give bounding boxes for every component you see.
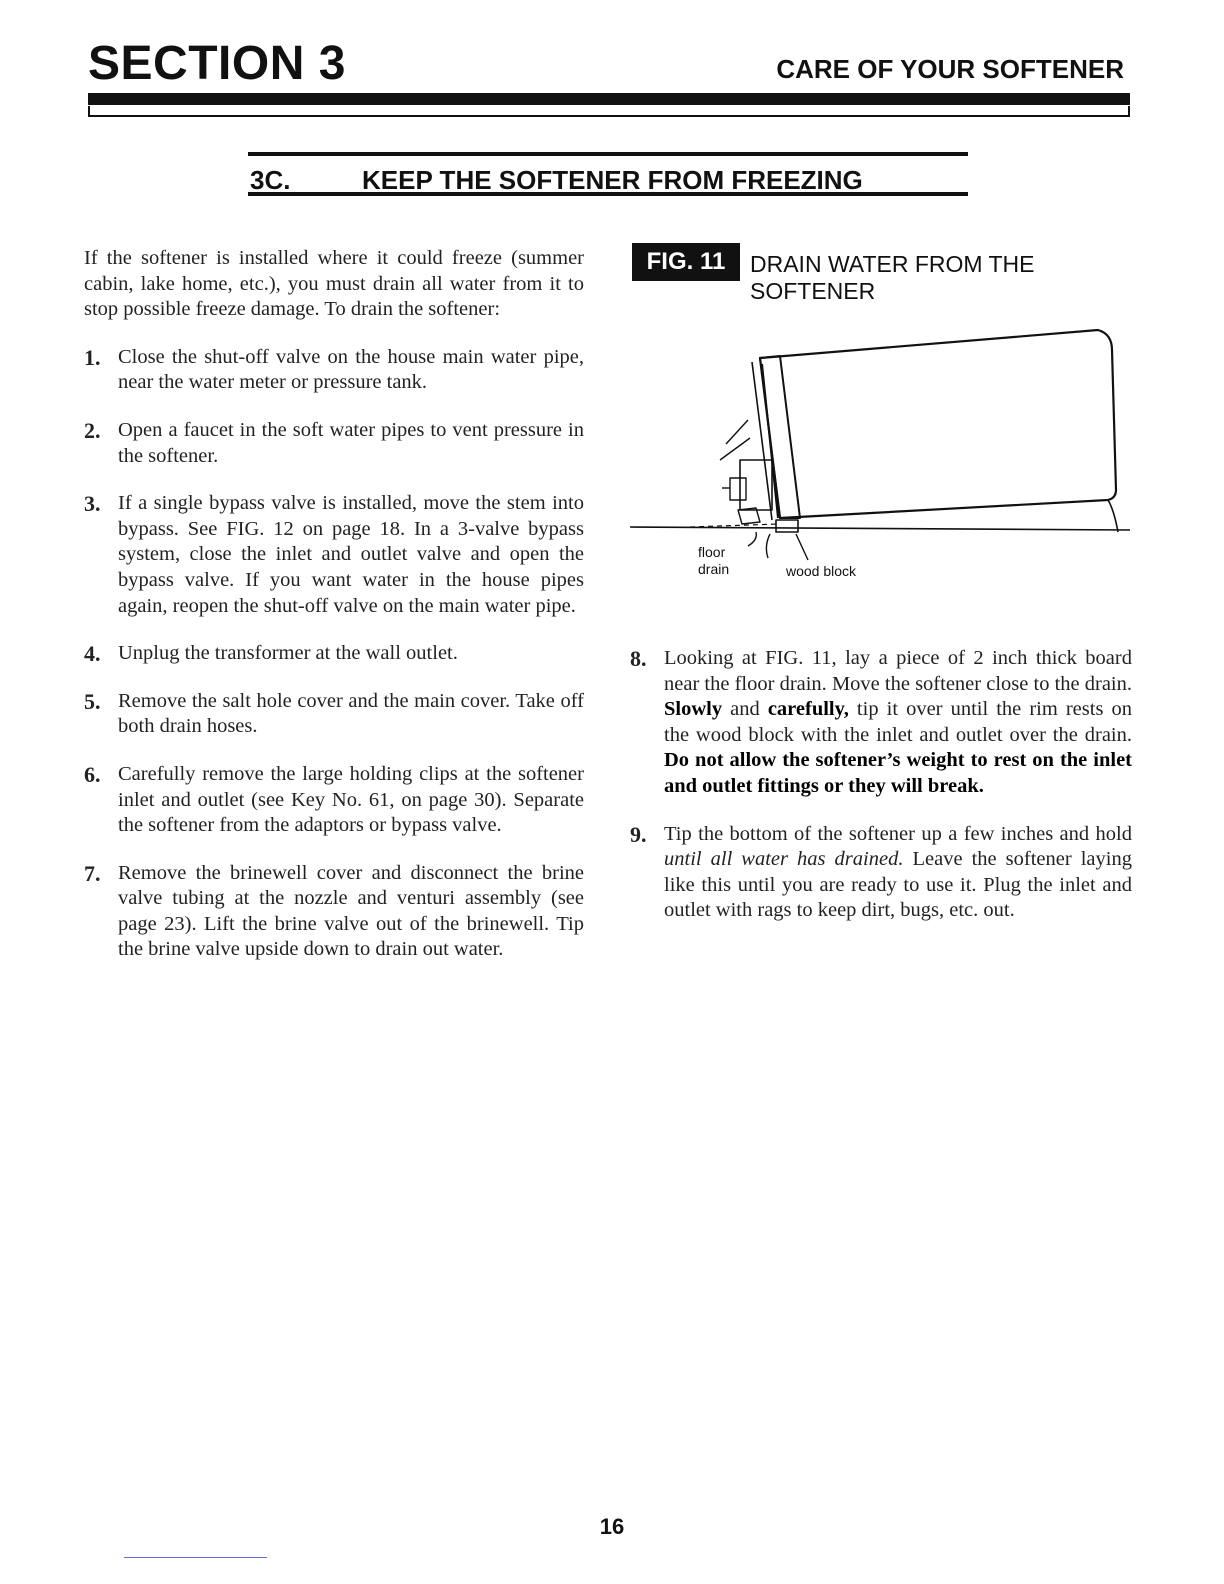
step-number: 1. <box>84 344 101 370</box>
step-4 <box>84 641 584 667</box>
step8-bold-carefully: carefully, <box>767 698 849 721</box>
step-number: 7. <box>84 860 101 886</box>
wood-block-label: wood block <box>786 563 857 579</box>
step-text: Remove the brinewell cover and disconnect the brine valve tubing at the nozzle and venturi assembly (see page 23). Lift the brine valve out of the brinewell. Tip the brine valve upside down to drain out water. <box>118 861 584 961</box>
step-number: 2. <box>84 417 101 443</box>
step-3 <box>84 491 584 619</box>
step-text: Unplug the transformer at the wall outlet. <box>118 642 458 665</box>
floor-label-line1: floor <box>698 544 726 560</box>
step-text: Open a faucet in the soft water pipes to vent pressure in the softener. <box>118 418 584 467</box>
floor-drain-label <box>698 544 729 578</box>
step8-text-2: and <box>722 698 768 721</box>
header-rule-box <box>88 106 1130 117</box>
step-7 <box>84 861 584 963</box>
footer-rule <box>124 1557 267 1558</box>
step-number: 8. <box>630 646 647 671</box>
subheading-number: 3C. <box>250 165 291 195</box>
step-number: 3. <box>84 491 101 517</box>
step-number: 5. <box>84 688 101 714</box>
step-2 <box>84 418 584 469</box>
step-text: Carefully remove the large holding clips at the softener inlet and outlet (see Key No. 61, on page 30). Separate the softener from the adaptors or bypass valve. <box>118 762 584 837</box>
section-title: SECTION 3 <box>88 37 346 90</box>
section-subtitle: CARE OF YOUR SOFTENER <box>776 54 1124 84</box>
step-9 <box>630 822 1132 924</box>
header-rule-thick <box>88 93 1130 105</box>
step-number: 6. <box>84 761 101 787</box>
step8-bold-slowly: Slowly <box>664 698 723 721</box>
step-text <box>664 822 1132 924</box>
step9-italic: until all water has drained. <box>664 848 904 871</box>
step-text: Remove the salt hole cover and the main cover. Take off both drain hoses. <box>118 689 584 738</box>
figure-caption: DRAIN WATER FROM THE SOFTENER <box>750 251 1035 304</box>
step8-text-3: tip it over until the rim rests on the wood block with the inlet and outlet over the drain. <box>664 698 1132 746</box>
step-text: Close the shut-off valve on the house main water pipe, near the water meter or pressure tank. <box>118 345 584 394</box>
step-text: If a single bypass valve is installed, move the stem into bypass. See FIG. 12 on page 18. In a 3-valve bypass system, close the inlet and outlet valve and open the bypass valve. If you want water in the house pipes again, reopen the shut-off valve on the main water pipe. <box>118 492 584 617</box>
step-8 <box>630 646 1132 800</box>
step9-text-2: Leave the softener laying like this until you are ready to use it. Plug the inlet and outlet with rags to keep dirt, bugs, etc. out. <box>664 848 1132 922</box>
page-number: 16 <box>599 1514 625 1539</box>
step8-bold-warning: Do not allow the softener’s weight to rest on the inlet and outlet fittings or they will break. <box>664 749 1132 797</box>
step-text <box>664 646 1132 800</box>
step-5 <box>84 689 584 740</box>
subheading <box>248 152 968 196</box>
subheading-title: KEEP THE SOFTENER FROM FREEZING <box>362 165 863 195</box>
step-number: 4. <box>84 641 101 667</box>
step-number: 9. <box>630 821 647 847</box>
step-1 <box>84 345 584 396</box>
left-column <box>84 246 584 963</box>
figure-badge: FIG. 11 <box>632 243 740 281</box>
floor-label-line2: drain <box>698 561 730 577</box>
step8-text-1: Looking at FIG. 11, lay a piece of 2 inch thick board near the floor drain. Move the softener close to the drain. <box>664 647 1132 695</box>
step-6 <box>84 762 584 839</box>
step9-text-1: Tip the bottom of the softener up a few inches and hold <box>664 822 1132 845</box>
intro-paragraph: If the softener is installed where it could freeze (summer cabin, lake home, etc.), you must drain all water from it to stop possible freeze damage. To drain the softener: <box>84 247 584 321</box>
right-column <box>630 624 1132 924</box>
